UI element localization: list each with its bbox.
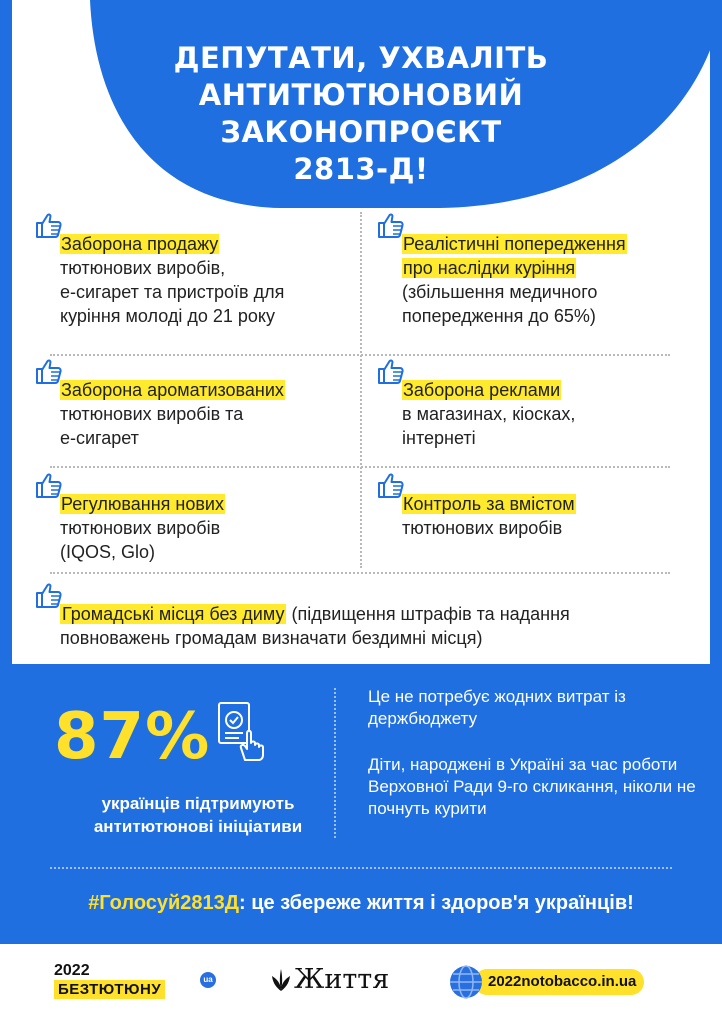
logo-2022-beztiutiunu[interactable] [54,962,214,1002]
divider [360,212,362,568]
footer [0,944,722,1024]
support-percentage: 87% [54,700,211,774]
logo-brand: БЕЗТЮТЮНУ [54,980,165,999]
item-text: тютюнових виробів, [60,258,226,278]
item-text: в магазинах, кіосках, [402,404,576,424]
item-text: тютюнових виробів [402,518,563,538]
title-line: ЗАКОНОПРОЄКТ [220,115,502,149]
item-text: тютюнових виробів [60,518,221,538]
budget-note: Це не потребує жодних витрат із держбюджету [368,687,626,728]
page-title [0,40,722,188]
divider [50,867,672,869]
logo-year: 2022 [54,962,90,979]
item-text: повноважень громадам визначати бездимні місця) [60,628,483,648]
item-text: тютюнових виробів та [60,404,244,424]
item-text: інтернеті [402,428,476,448]
title-line: 2813-Д! [293,152,429,186]
leaf-icon [270,968,292,992]
item-highlight: Реалістичні попередження [403,234,626,254]
title-line: АНТИТЮТЮНОВИЙ [198,78,524,112]
item-highlight: Заборона продажу [61,234,219,254]
item-text: (IQOS, Glo) [60,542,156,562]
item-text: (збільшення медичного [402,282,598,302]
item-text: е-сигарет [60,428,139,448]
item-text: е-сигарет та пристроїв для [60,282,285,302]
item-highlight: Громадські місця без диму [62,604,285,624]
item-text: (підвищення штрафів та надання [286,604,570,624]
item-highlight: про наслідки куріння [403,258,576,278]
site-url[interactable]: 2022notobacco.in.ua [474,969,644,995]
support-caption: українців підтримують антитютюнові ініціативи [93,794,303,836]
site-link[interactable] [448,964,670,998]
item-text: попередження до 65%) [402,306,596,326]
logo-zhyttia-text: Життя [294,964,390,995]
item-highlight: Заборона ароматизованих [61,380,284,400]
hashtag-banner [0,892,722,915]
children-note: Діти, народжені в Україні за час роботи Верховної Ради 9-го скликання, ніколи не почнуть курити [368,755,696,818]
logo-badge: ua [200,972,216,988]
document-check-hand-icon [215,700,267,762]
divider [334,688,336,838]
hashtag[interactable]: #Голосуй2813Д [88,892,240,914]
item-highlight: Контроль за вмістом [403,494,575,514]
divider [50,466,670,468]
hashtag-text: : це збереже життя і здоров'я українців! [239,892,634,914]
item-text: куріння молоді до 21 року [60,306,275,326]
item-highlight: Регулювання нових [61,494,224,514]
globe-icon [448,964,484,1000]
divider [50,572,670,574]
item-highlight: Заборона реклами [403,380,561,400]
title-line: ДЕПУТАТИ, УХВАЛІТЬ [173,41,549,75]
